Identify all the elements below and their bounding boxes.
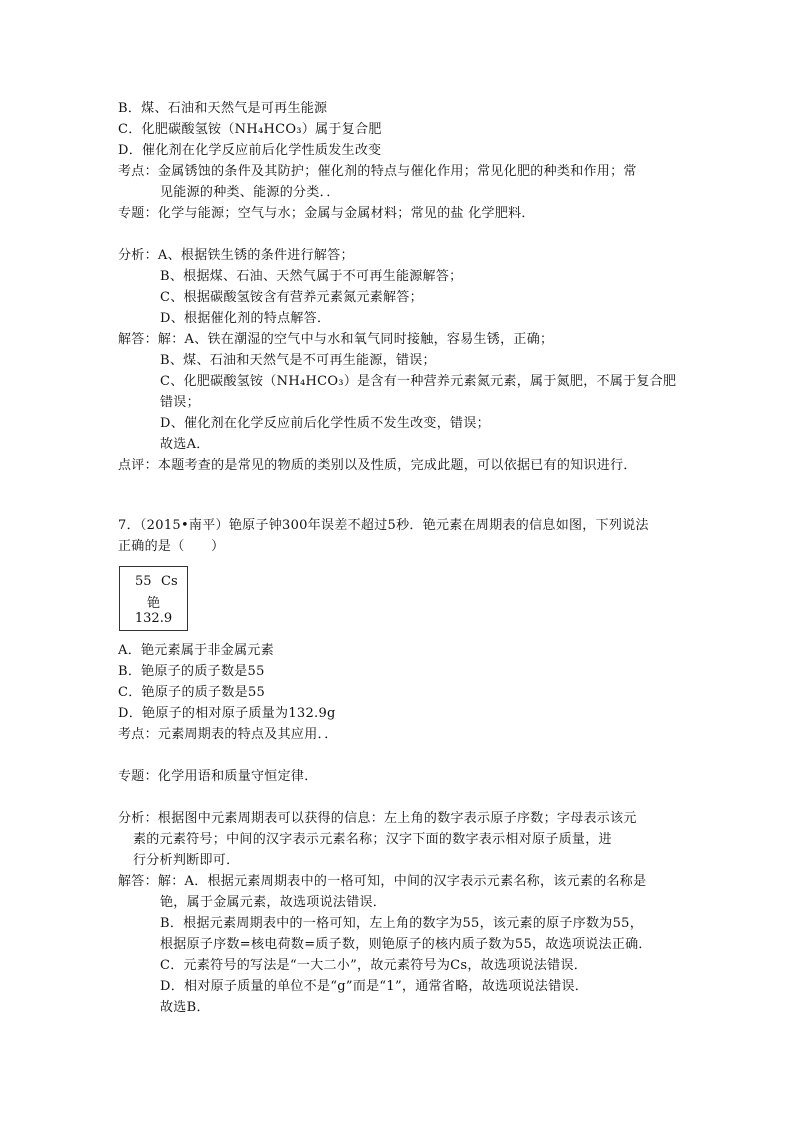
- q7-jieda-line: D．相对原子质量的单位不是“g”而是“1”，通常省略，故选项说法错误．: [160, 979, 589, 994]
- q7-jieda-line: 根据原子序数=核电荷数=质子数，则铯原子的核内质子数为55，故选项说法正确．: [160, 937, 652, 952]
- q6-jieda-line: C、化肥碳酸氢铵（NH₄HCO₃）是含有一种营养元素氮元素，属于氮肥，不属于复合肥: [160, 374, 677, 389]
- q7-zhuanti: 专题：化学用语和质量守恒定律．: [118, 769, 318, 784]
- q7-option-c: C．铯原子的质子数是55: [118, 685, 266, 700]
- q6-kaodian-cont: 见能源的种类、能源的分类．．: [160, 185, 340, 200]
- q7-option-b: B．铯原子的质子数是55: [118, 664, 265, 679]
- q6-jieda-line: 错误；: [160, 395, 200, 410]
- q7-jieda-line: C．元素符号的写法是“一大二小”，故元素符号为Cs，故选项说法错误．: [160, 958, 588, 973]
- element-name: 铯: [146, 596, 160, 611]
- q7-jieda: 解答：解：A．根据元素周期表中的一格可知，中间的汉字表示元素名称，该元素的名称是: [118, 874, 647, 889]
- q6-kaodian: 考点：金属锈蚀的条件及其防护；催化剂的特点与催化作用；常见化肥的种类和作用；常: [118, 164, 637, 179]
- q7-jieda-line: 铯，属于金属元素，故选项说法错误．: [160, 895, 387, 910]
- atomic-mass: 132.9: [134, 611, 173, 626]
- q7-stem-cont: 正确的是（ ）: [118, 539, 225, 554]
- q7-jieda-line: B．根据元素周期表中的一格可知，左上角的数字为55，该元素的原子序数为55，: [160, 916, 644, 931]
- q6-option-d: D．催化剂在化学反应前后化学性质发生改变: [118, 143, 382, 158]
- q6-jieda-line: B、煤、石油和天然气是不可再生能源，错误；: [160, 353, 436, 368]
- q7-kaodian: 考点：元素周期表的特点及其应用．．: [118, 727, 338, 742]
- q7-stem: 7．（2015•南平）铯原子钟300年误差不超过5秒．铯元素在周期表的信息如图，下列说法: [118, 518, 649, 533]
- q6-jieda-line: 故选A．: [160, 437, 210, 452]
- q6-dianping: 点评：本题考查的是常见的物质的类别以及性质，完成此题，可以依据已有的知识进行．: [118, 458, 637, 473]
- q6-zhuanti: 专题：化学与能源；空气与水；金属与金属材料；常见的盐 化学肥料．: [118, 206, 535, 221]
- q7-jieda-line: 故选B．: [160, 1000, 210, 1015]
- atomic-number: 55: [135, 574, 152, 589]
- q6-jieda: 解答：解：A、铁在潮湿的空气中与水和氧气同时接触，容易生锈，正确；: [118, 332, 554, 347]
- element-symbol: Cs: [161, 574, 178, 589]
- q6-fenxi: 分析：A、根据铁生锈的条件进行解答；: [118, 248, 354, 263]
- q6-option-b: B．煤、石油和天然气是可再生能源: [118, 101, 328, 116]
- q7-fenxi: 分析：根据图中元素周期表可以获得的信息：左上角的数字表示原子序数；字母表示该元: [118, 811, 637, 826]
- q6-fenxi-line: D、根据催化剂的特点解答．: [160, 311, 331, 326]
- q6-jieda-line: D、催化剂在化学反应前后化学性质不发生改变，错误；: [160, 416, 490, 431]
- element-tile-cesium: [119, 566, 188, 631]
- q6-fenxi-line: C、根据碳酸氢铵含有营养元素氮元素解答；: [160, 290, 423, 305]
- q7-fenxi-line: 素的元素符号；中间的汉字表示元素名称；汉字下面的数字表示相对原子质量，进: [133, 832, 612, 847]
- q7-fenxi-line: 行分析判断即可．: [133, 853, 240, 868]
- q7-option-a: A．铯元素属于非金属元素: [118, 643, 274, 658]
- q6-option-c: C．化肥碳酸氢铵（NH₄HCO₃）属于复合肥: [118, 122, 382, 137]
- q7-option-d: D．铯原子的相对原子质量为132.9g: [118, 706, 336, 721]
- q6-fenxi-line: B、根据煤、石油、天然气属于不可再生能源解答；: [160, 269, 463, 284]
